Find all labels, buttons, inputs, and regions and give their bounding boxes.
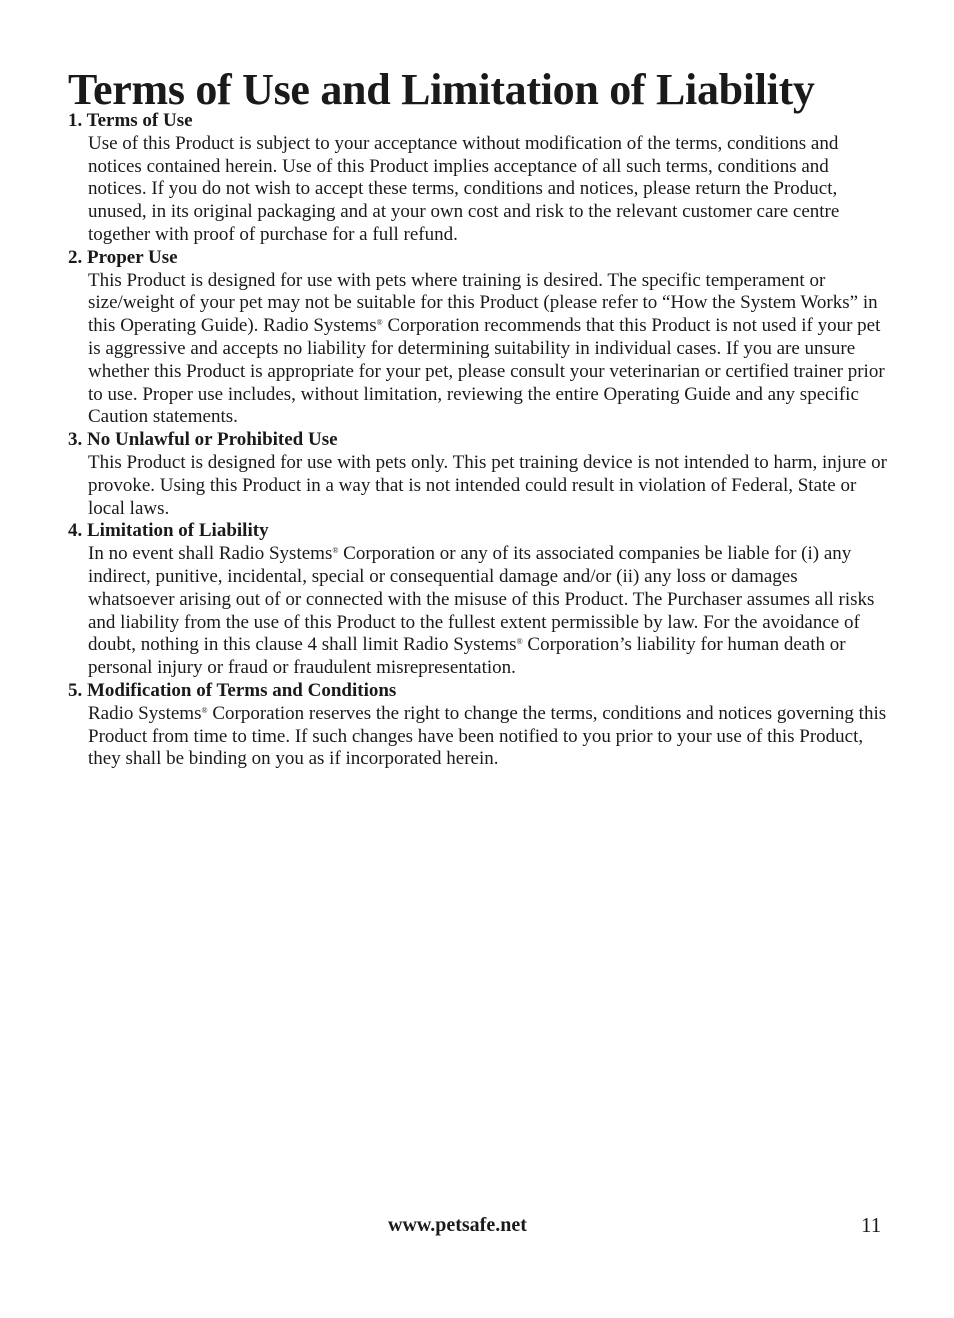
terms-content	[68, 110, 888, 771]
section-heading: 1. Terms of Use	[68, 110, 193, 131]
section-body-text: Corporation reserves the right to change the terms, conditions and notices governing this Product from time to time. If such changes have been notified to you prior to your use of this Product, they shall be binding on you as if incorporated herein.	[88, 702, 887, 770]
page-title: Terms of Use and Limitation of Liability	[68, 65, 815, 114]
registered-mark: ®	[376, 318, 383, 328]
section-body: Use of this Product is subject to your acceptance without modification of the terms, conditions and notices contained herein. Use of this Product implies acceptance of all such terms, conditions and notices. If you do not wish to accept these terms, conditions and notices, please return the Product, unused, in its original packaging and at your own cost and risk to the relevant customer care centre together with proof of purchase for a full refund.	[88, 132, 840, 245]
section-body	[88, 270, 888, 430]
footer-website-url: www.petsafe.net	[388, 1214, 527, 1236]
section-body-text: Corporation’s liability for human death or personal injury or fraud or fraudulent misrepresentation.	[88, 634, 846, 679]
page-number: 11	[861, 1213, 882, 1237]
section-terms-of-use	[68, 110, 888, 247]
section-body: This Product is designed for use with pets only. This pet training device is not intended to harm, injure or provoke. Using this Product in a way that is not intended could result in violation of Federal, State or local laws.	[88, 451, 887, 519]
section-heading: 4. Limitation of Liability	[68, 520, 269, 542]
section-heading: 5. Modification of Terms and Conditions	[68, 679, 397, 701]
section-body-text: Radio Systems	[88, 702, 202, 724]
section-body-text: In no event shall Radio Systems	[88, 543, 333, 565]
section-body	[88, 703, 888, 771]
registered-mark: ®	[516, 637, 523, 647]
section-body-text: This Product is designed for use with pets where training is desired. The specific temperament or size/weight of your pet may not be suitable for this Product (please refer to “How the System Works” in this Operating Guide). Radio Systems	[88, 269, 878, 337]
section-modification-of-terms	[68, 680, 888, 771]
section-heading: 3. No Unlawful or Prohibited Use	[68, 429, 338, 451]
registered-mark: ®	[332, 546, 339, 556]
section-limitation-of-liability	[68, 520, 888, 680]
section-heading: 2. Proper Use	[68, 246, 178, 268]
section-body-text: Corporation or any of its associated companies be liable for (i) any indirect, punitive, incidental, special or consequential damage and/or (ii) any loss or damages whatsoever arising out of or connected with the misuse of this Product. The Purchaser assumes all risks and liability from the use of this Product to the fullest extent permissible by law. For the avoidance of doubt, nothing in this clause 4 shall limit Radio Systems	[88, 543, 875, 656]
section-body-text: Corporation recommends that this Product is not used if your pet is aggressive and accepts no liability for determining suitability in individual cases. If you are unsure whether this Product is appropriate for your pet, please consult your veterinarian or certified trainer prior to use. Proper use includes, without limitation, reviewing the entire Operating Guide and any specific Caution statements.	[88, 315, 885, 428]
section-body	[88, 543, 888, 680]
registered-mark: ®	[201, 705, 208, 715]
section-proper-use	[68, 247, 888, 429]
section-no-unlawful-use	[68, 429, 888, 520]
